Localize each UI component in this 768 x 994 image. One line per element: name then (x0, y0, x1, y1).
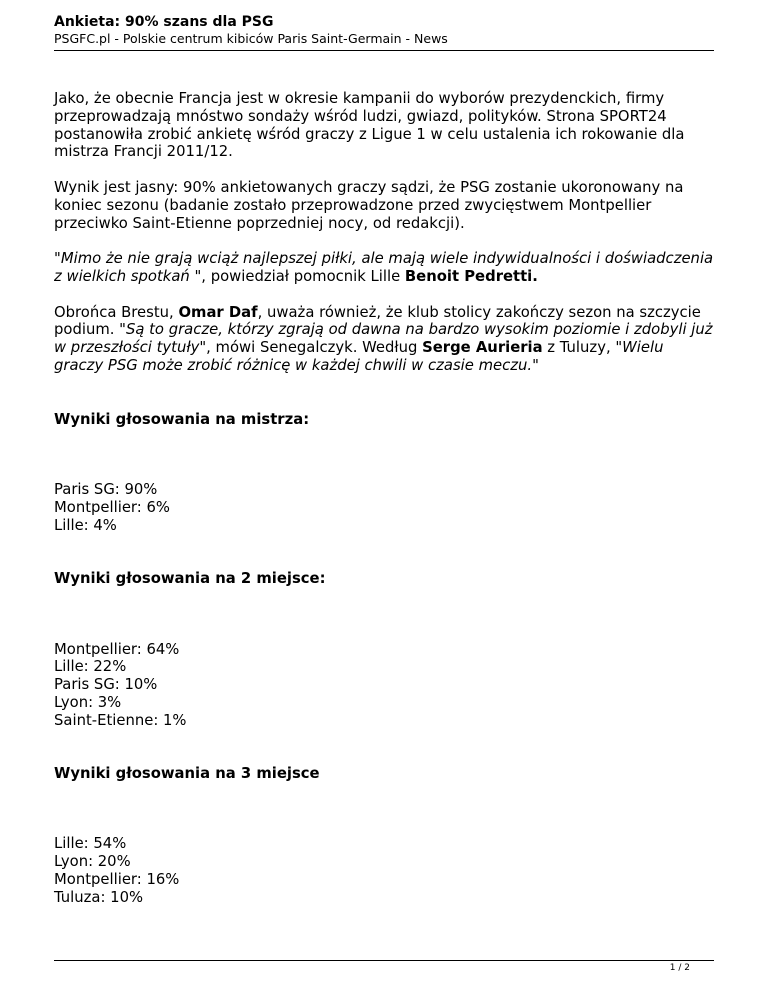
list-item: Montpellier: 16% (54, 870, 180, 888)
name-pedretti: Benoit Pedretti. (404, 267, 538, 285)
article-body (54, 90, 714, 907)
quote-open: " (54, 250, 61, 268)
document-header (54, 14, 714, 47)
text-segment: , uważa również, że klub stolicy zakończy sezon na szczycie podium. " (54, 303, 701, 339)
results-title: Wyniki głosowania na 3 miejsce (54, 764, 320, 782)
list-item: Saint-Etienne: 1% (54, 711, 187, 729)
results-title: Wyniki głosowania na 2 miejsce: (54, 569, 326, 587)
list-item: Lyon: 20% (54, 853, 131, 871)
results-section-second (54, 570, 714, 730)
results-list (54, 481, 714, 534)
name-daf: Omar Daf (178, 303, 258, 321)
results-title: Wyniki głosowania na mistrza: (54, 410, 310, 428)
name-aurieria: Serge Aurieria (422, 339, 543, 357)
header-divider (54, 50, 714, 51)
results-section-champion (54, 411, 714, 535)
paragraph-2: Wynik jest jasny: 90% ankietowanych graczy sądzi, że PSG zostanie ukoronowany na koniec sezonu (badanie zostało przeprowadzone przed zwycięstwem Montpellier przeciwko Saint-Etienne poprzedniej nocy, od redakcji). (54, 178, 684, 232)
text-segment: z Tuluzy, " (542, 339, 623, 357)
list-item: Paris SG: 90% (54, 481, 158, 499)
quote-pedretti: Mimo że nie grają wciąż najlepszej piłki, ale mają wiele indywidualności i doświadczenia z wielkich spotkań (54, 250, 714, 285)
footer-divider (54, 960, 714, 961)
paragraph-4 (54, 304, 714, 375)
quote-daf: Są to gracze, którzy zgrają od dawna na bardzo wysokim poziomie i zdobyli już w przeszłości tytuły (54, 321, 713, 357)
list-item: Lille: 22% (54, 658, 127, 676)
results-list (54, 835, 714, 906)
text-segment: Obrońca Brestu, (54, 303, 179, 321)
document-title: Ankieta: 90% szans dla PSG (54, 14, 274, 30)
quote-attribution: ", powiedział pomocnik Lille (189, 267, 405, 285)
list-item: Lille: 4% (54, 516, 117, 534)
paragraph-3 (54, 250, 714, 286)
paragraph-1: Jako, że obecnie Francja jest w okresie kampanii do wyborów prezydenckich, firmy przeprowadzają mnóstwo sondaży wśród ludzi, gwiazd, polityków. Strona SPORT24 postanowiła zrobić ankietę wśród graczy z Ligue 1 w celu ustalenia ich rokowanie dla mistrza Francji 2011/12. (54, 90, 685, 161)
list-item: Lille: 54% (54, 835, 127, 853)
results-section-third (54, 765, 714, 907)
list-item: Montpellier: 6% (54, 499, 170, 517)
text-segment: " (532, 356, 539, 374)
results-list (54, 641, 714, 730)
list-item: Paris SG: 10% (54, 676, 158, 694)
text-segment: ", mówi Senegalczyk. Według (199, 339, 423, 357)
quote-aurieria: Wielu graczy PSG może zrobić różnicę w każdej chwili w czasie meczu. (54, 339, 664, 374)
page-number: 1 / 2 (669, 963, 690, 973)
list-item: Montpellier: 64% (54, 640, 180, 658)
document-subtitle: PSGFC.pl - Polskie centrum kibiców Paris Saint-Germain - News (54, 31, 448, 46)
list-item: Tuluza: 10% (54, 888, 144, 906)
list-item: Lyon: 3% (54, 693, 122, 711)
